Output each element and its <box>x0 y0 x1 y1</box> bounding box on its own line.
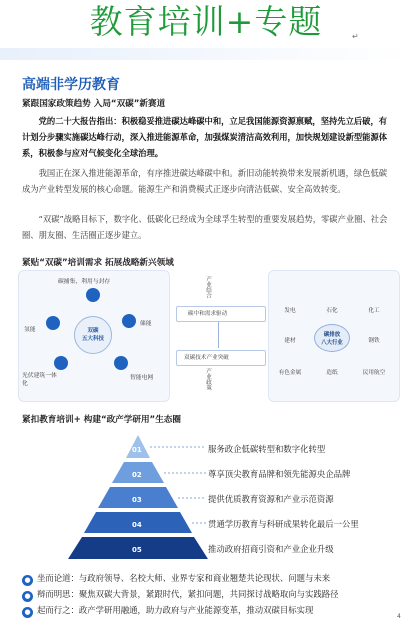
header-divider <box>0 48 412 60</box>
paragraph-2: 我国正在深入推进能源革命，有序推进碳达峰碳中和。新旧动能转换带来发展新机遇，绿色低碳成为产业转型发展的核心命题。能源生产和消费模式正逐步向清洁低碳、安全高效转变。 <box>22 168 388 194</box>
tier-01-num: 01 <box>132 446 142 454</box>
tier-05-text: 推动政府招商引资和产业企业升级 <box>208 544 334 554</box>
flow-industry-combine: 产业结合 <box>205 276 211 299</box>
flow-demand-driven: 碳中和需求驱动 <box>188 311 228 317</box>
industry-paper: 造纸 <box>326 370 338 376</box>
hydrogen-icon <box>46 316 60 330</box>
solar-building-icon <box>54 356 68 370</box>
industry-nonferrous: 有色金属 <box>278 370 302 376</box>
banner-title: 教育培训+专题 <box>89 2 323 41</box>
page-number: 4 <box>397 613 401 620</box>
satellite-hydrogen: 氢能 <box>24 327 36 333</box>
tier-04-text: 贯通学历教育与科研成果转化最后一公里 <box>208 519 359 529</box>
tier-03-text: 提供优质教育资源和产业示范资源 <box>208 494 334 504</box>
tier-05-num: 05 <box>132 546 142 554</box>
tier-01-text: 服务政企低碳转型和数字化转型 <box>208 444 326 454</box>
industry-chemical: 化工 <box>368 308 380 314</box>
lightbulb-icon: ● <box>22 591 33 602</box>
satellite-ccus: 碳捕集、利用与封存 <box>58 279 111 285</box>
storage-icon <box>122 314 136 328</box>
ecosystem-headline: 紧扣教育培训+ 构建“政产学研用”生态圈 <box>22 415 181 425</box>
section-headline: 紧跟国家政策趋势 入局“双碳”新赛道 <box>22 99 166 109</box>
arrow-icon: ● <box>22 607 33 618</box>
tier-02-num: 02 <box>132 471 142 479</box>
paragraph-1: 党的二十大报告指出：积极稳妥推进碳达峰碳中和，立足我国能源资源禀赋，坚持先立后破，有计划分步骤实施碳达峰行动，深入推进能源革命，加强煤炭清洁高效利用，加快规划建设新型能源体系，积极参与应对气候变化全球治理。 <box>22 116 388 158</box>
industry-center: 碳排放 八大行业 <box>314 324 350 352</box>
pyramid-svg <box>0 433 412 573</box>
return-mark: ↵ <box>352 32 359 41</box>
bullet-debate-text: 辩而明思：聚焦双碳大背景，紧跟时代，紧扣问题，共同探讨战略取向与实践路径 <box>37 589 339 599</box>
bullet-act <box>22 604 313 618</box>
industry-steel: 钢铁 <box>368 338 380 344</box>
section-title: 高端非学历教育 <box>22 77 120 93</box>
ccus-icon <box>86 288 100 302</box>
training-headline: 紧贴“双碳”培训需求 拓展战略新兴领域 <box>22 258 174 268</box>
industry-building-materials: 建材 <box>284 338 296 344</box>
tech-hub: 双碳 五大科技 <box>74 316 112 354</box>
tier-04-num: 04 <box>132 521 142 529</box>
bullet-discuss-text: 坐而论道：与政府领导、名校大师、业界专家和商业翘楚共论现状、问题与未来 <box>37 573 331 583</box>
smart-grid-icon <box>114 356 128 370</box>
carbon-diagram <box>18 270 398 400</box>
bullet-debate <box>22 588 339 602</box>
industry-power: 发电 <box>284 308 296 314</box>
industry-aviation: 民用航空 <box>362 370 386 376</box>
flow-industry-policy: 产业政策 <box>205 368 211 391</box>
bullet-act-text: 起而行之：政产学研用融通，助力政府与产业能源变革，推动双碳目标实现 <box>37 605 314 615</box>
flow-connector <box>218 322 219 348</box>
satellite-pv: 光伏建筑一体化 <box>22 373 57 387</box>
flow-tech-breakthrough: 双碳技术产业突破 <box>184 355 229 361</box>
tier-02-text: 尊享顶尖教育品牌和领先能源央企品牌 <box>208 469 351 479</box>
satellite-storage: 储能 <box>140 321 152 327</box>
bullet-discuss <box>22 572 330 586</box>
industry-petrochemical: 石化 <box>326 308 338 314</box>
satellite-grid: 智能电网 <box>130 375 154 381</box>
tier-03-num: 03 <box>132 496 142 504</box>
location-pin-icon: ● <box>22 575 33 586</box>
paragraph-3: “双碳”战略目标下，数字化、低碳化已经成为全球孚生转型的重要发展趋势，零碳产业圈、社会圈、朋友圈、生活圈正逐步建立。 <box>22 214 388 240</box>
